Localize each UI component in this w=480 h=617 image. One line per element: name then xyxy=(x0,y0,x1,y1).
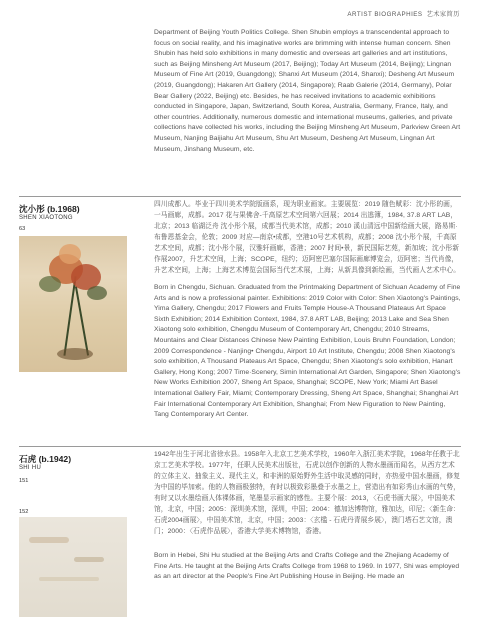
bio-en: Born in Hebei, Shi Hu studied at the Beijing Arts and Crafts College and the Zhejiang Academy of Fine Arts. He taught at the Beijing Arts Crafts College from 1968 to 1969. In 1977, Shi was employed as an art director at the People's Fine Art Publishing House in Beijing. He made an xyxy=(154,552,460,581)
header-en: ARTIST BIOGRAPHIES xyxy=(347,11,423,18)
running-header xyxy=(347,9,460,18)
flower-still-life-image xyxy=(19,236,127,372)
ink-painting-image xyxy=(19,517,127,617)
plate-number: 63 xyxy=(19,226,26,232)
bio-cn: 四川成都人。毕业于四川美术学院版画系，现为职业画家。主要展览：2019 随色赋彩：沈小彤的画，一马画廊，成都。2017 花与果佛舍-千高原艺术空间第六回展；2014 出逃簿，1984, 37.8 ART LAB，北京；2013 临湖泛舟 沈小彤个展，成都当代美术馆，成都；2010 溪山清远中国新绘画大展，路易斯·布鲁恩基金会，伦敦；2009 对应—南京•成都，空港10号艺术机构，成都；2008 沈小彤个展，千高原艺术空间，成都；沈小彤个展，汉雅轩画廊，香港；2007 时间•景，新民国际艺苑，新加坡；沈小彤新作展2007，升艺术空间，上海；SCOPE，纽约；迈阿密巴塞尔国际画廊博览会，迈阿密；当代肖像，升艺术空间，上海；上海艺术博览会国际当代艺术展，上海；从新具像到新绘画，当代画人艺术中心。 xyxy=(154,201,461,274)
header-cn: 艺术家简历 xyxy=(426,11,460,18)
artist-name-en: SHEN XIAOTONG xyxy=(19,215,73,221)
plate-number-2: 152 xyxy=(19,509,29,515)
artist-name-cn: 石虎 (b.1942) xyxy=(19,454,72,464)
artist-name-cn: 沈小彤 (b.1968) xyxy=(19,204,80,214)
bio-en: Born in Chengdu, Sichuan. Graduated from the Printmaking Department of Sichuan Academy of Fine Arts and is now a professional painter. Exhibitions: 2019 Color with Color: Shen Xiaotong's Paintings, Yima Gallery, Chengdu; 2017 Flowers and Fruits Temple House-A Thousand Plateaus Art Space Sixth Exhibition; 2014 Exhibition Context, 1984, 37.8 ART LAB, Beijing; 2013 Lake and Sea Shen Xiaotong solo exhibition, Chengdu Museum of Contemporary Art, Chengdu; 2010 Streams, Mountains and Clear Distances Chinese New Painting Exhibition, Louis Bruhn Foundation, London; 2009 Correspondence - Nanjing• Chengdu, Airport 10 Art Institute, Chengdu; 2008 Shen Xiaotong's solo exhibition, A Thousand Plateaus Art Space, Chengdu; Shen Xiaotong's solo exhibition, Hanart Gallery, Hong Kong; 2007 Time·Scenery, Simin International Art Garden, Singapore; Shen Xiaotong's New Works Exhibition 2007, Sheng Art Space, Shanghai; SCOPE, New York; Miami Art Basel International Gallery Fair, Miami; Contemporary Dressing, Sheng Art Space, Shanghai; Shanghai Art Fair International Contemporary Art Exhibition, Shanghai; From New Figuration to New Painting, Tang Contemporary Art Center. xyxy=(154,284,461,419)
separator-2 xyxy=(19,446,461,447)
artist-name-en: SHI HU xyxy=(19,465,42,471)
bio-cn: 1942年出生于河北省徐水县。1958年入北京工艺美术学校，1960年入浙江美术学院，1968年任教于北京工艺美术学校。1977年，任职人民美术出版社，石虎以创作创新的人物水墨画而闻名，从西方艺术的立体主义、抽象主义、现代主义，和非洲的原始野外生活中取灵感的同时，亦热爱中国水墨画，修复为中国的毕加索。他的人物画极独特，有时以极致彩墨叠于水墨之上，营造出有如彩秀山水画的气势，有时又以水墨绘画人体裸体画，笔墨显示画家的感性。主要个展：2013，〈石虎书画大展〉，中国美术馆，北京，中国；2005：深圳美术馆，深圳，中国；2004：德加达博物馆，雅加达，印尼；〈新生命：石虎2004画展〉，中国美术馆，北京，中国；2003：〈玄槛 - 石虎丹青展乡展〉，澳门塔石艺文馆，澳门；2000：〈石虎作品展〉，香港大学美术博物馆，香港。 xyxy=(154,451,461,535)
intro-paragraph: Department of Beijing Youth Politics College. Shen Shubin employs a transcendental approach to focus on social reality, and his imaginative works are brimming with intense human concern. Shen Shubin has held solo exhibitions in many domestic and overseas art galleries and art institutions, such as Beijing Minsheng Art Museum (2017, Beijing); Today Art Museum (2014, Beijing); Lingnan Museum of Fine Art (2019, Guangdong); Shanxi Art Museum (2014, Shanxi); Desheng Art Museum (2019, Guangdong); Hakaren Art Gallery (2014, Singapore); Raab Galerie (2014, Germany), Polar Bear Gallery (2022, Beijing) etc. Besides, he has received invitations to academic exhibitions conducted in Singapore, Japan, Switzerland, South Korea, Australia, Germany, France, Italy, and other countries. Additionally, numerous domestic and international museums, galleries, and private collections have collected his works, including the Beijing Minsheng Art Museum, Parkview Green Art Museum, Nanjing Baijiahu Art Museum, Shu Art Museum, Desheng Art Museum, Lingnan Art Museum, Jinshang Museum, etc. xyxy=(154,29,461,153)
plate-number: 151 xyxy=(19,478,29,484)
separator-1 xyxy=(19,196,461,197)
